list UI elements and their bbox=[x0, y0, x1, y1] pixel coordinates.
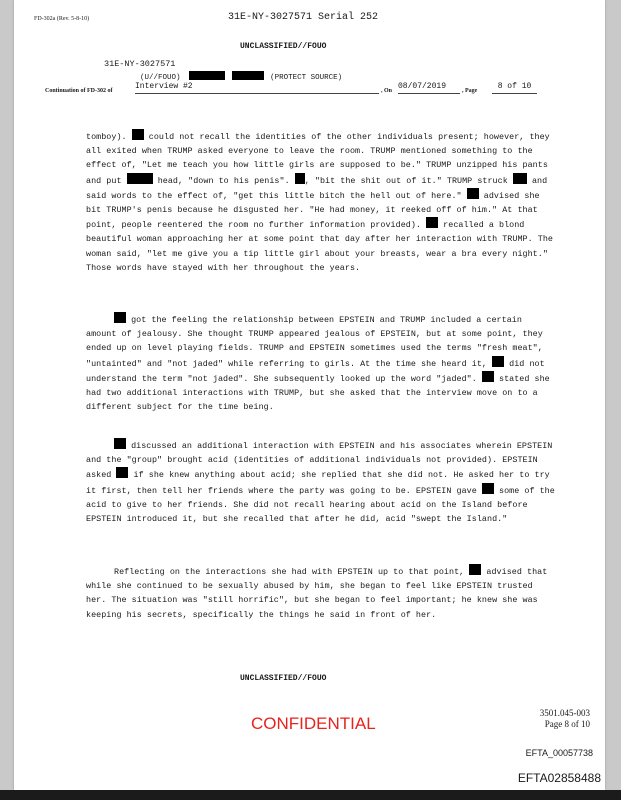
text-run: recalled a blond beautiful woman approaching her at some point that day after her interaction with TRUMP. The woman said, "let me give you a tip little girl about your breasts, wear a bra every night." Those words have stayed with her throughout the years. bbox=[86, 220, 553, 273]
redaction-box bbox=[116, 467, 128, 478]
page-label: , Page bbox=[462, 88, 478, 94]
date-field bbox=[398, 82, 460, 94]
efta-number-1: EFTA_00057738 bbox=[525, 748, 593, 758]
marking-line bbox=[140, 71, 342, 82]
redaction-box bbox=[426, 217, 438, 228]
header-classification: UNCLASSIFIED//FOUO bbox=[240, 42, 327, 51]
text-run: , "bit the shit out of it." TRUMP struck bbox=[304, 175, 508, 186]
text-run: Reflecting on the interactions she had with EPSTEIN up to that point, bbox=[114, 567, 465, 577]
text-run: got the feeling the relationship between EPSTEIN and TRUMP included a certain amount of jealousy. She thought TRUMP appeared jealous of EPSTEIN, but at some point, they ended up on level playing fields. TRUMP and EPSTEIN sometimes used the terms "fresh meat", "untainted" and "not jaded" while referring to girls. At the time she heard it, bbox=[86, 315, 543, 369]
on-label: , On bbox=[381, 88, 393, 94]
text-run: if she knew anything about acid; she replied that she did not. He asked her to try it first, then tell her friends where the party was going to be. EPSTEIN gave bbox=[86, 470, 550, 496]
form-number: FD-302a (Rev. 5-8-10) bbox=[34, 16, 90, 22]
interview-date: 08/07/2019 bbox=[398, 82, 447, 91]
text-run: advised she bit TRUMP's penis because he disgusted her. "He had money, it reeked off of him." At that point, people reentered the room no further information provided). bbox=[86, 190, 540, 231]
page-of: Page 8 of 10 bbox=[544, 719, 590, 729]
redaction-box bbox=[295, 173, 305, 184]
text-run: head, "down to his penis". bbox=[157, 175, 290, 186]
confidential-stamp: CONFIDENTIAL bbox=[251, 714, 376, 733]
footer-classification: UNCLASSIFIED//FOUO bbox=[240, 674, 327, 683]
fouo-marking: (U//FOUO) bbox=[140, 74, 181, 82]
serial-number: 31E-NY-3027571 Serial 252 bbox=[228, 12, 379, 23]
page-field bbox=[492, 82, 537, 94]
redaction-box bbox=[492, 356, 504, 367]
redaction-box bbox=[469, 564, 481, 575]
text-run: tomboy). bbox=[86, 132, 127, 142]
paragraph-2 bbox=[86, 312, 556, 414]
redaction-box bbox=[189, 71, 225, 80]
interview-label: Interview #2 bbox=[135, 82, 193, 91]
redaction-box bbox=[232, 71, 264, 80]
screen-bottom-band bbox=[0, 790, 621, 800]
continuation-label: Continuation of FD-302 of bbox=[45, 88, 113, 94]
document-number: 3501.045-003 bbox=[539, 708, 590, 718]
text-run: did not understand the term "not jaded". She subsequently looked up the word "jaded". bbox=[86, 358, 545, 384]
redaction-box bbox=[513, 173, 527, 184]
redaction-box bbox=[482, 371, 494, 382]
paragraph-1 bbox=[86, 129, 556, 275]
efta-number-2: EFTA02858488 bbox=[517, 771, 601, 785]
document-page bbox=[14, 0, 605, 790]
redaction-box bbox=[114, 312, 126, 323]
text-run: stated she had two additional interactions with TRUMP, but she asked that the interview move on to a different subject for the time being. bbox=[86, 373, 550, 413]
protect-source-marking: (PROTECT SOURCE) bbox=[270, 74, 343, 82]
text-run: advised that while she continued to be sexually abused by him, she began to feel like EPSTEIN trusted her. The situation was "still horrific", but she began to feel important; he knew she was keeping his secrets, specifically the things he said in front of her. bbox=[86, 567, 548, 620]
text-run: and said words to the effect of, "get this little bitch the hell out of here." bbox=[86, 175, 548, 201]
redaction-box bbox=[482, 483, 494, 494]
redaction-box bbox=[467, 188, 479, 199]
paragraph-3 bbox=[86, 438, 556, 526]
redaction-box bbox=[127, 173, 153, 184]
page-number: 8 of 10 bbox=[497, 82, 532, 91]
redaction-box bbox=[132, 129, 144, 140]
text-run: some of the acid to give to her friends. She did not recall hearing about acid on the Island before EPSTEIN introduced it, but she recalled that after he did, acid "swept the Island." bbox=[86, 485, 555, 525]
file-number: 31E-NY-3027571 bbox=[104, 59, 176, 69]
redaction-box bbox=[114, 438, 126, 449]
text-run: discussed an additional interaction with EPSTEIN and his associates wherein EPSTEIN and the "group" brought acid (identities of additional individuals not provided). EPSTEIN asked bbox=[86, 441, 553, 481]
text-run: could not recall the identities of the other individuals present; however, they all exited when TRUMP asked everyone to leave the room. TRUMP mentioned something to the effect of, "Let me teach you how little girls are supposed to be." TRUMP unzipped his pants and put bbox=[86, 132, 550, 186]
interview-field bbox=[135, 82, 379, 94]
paragraph-4 bbox=[86, 564, 556, 622]
